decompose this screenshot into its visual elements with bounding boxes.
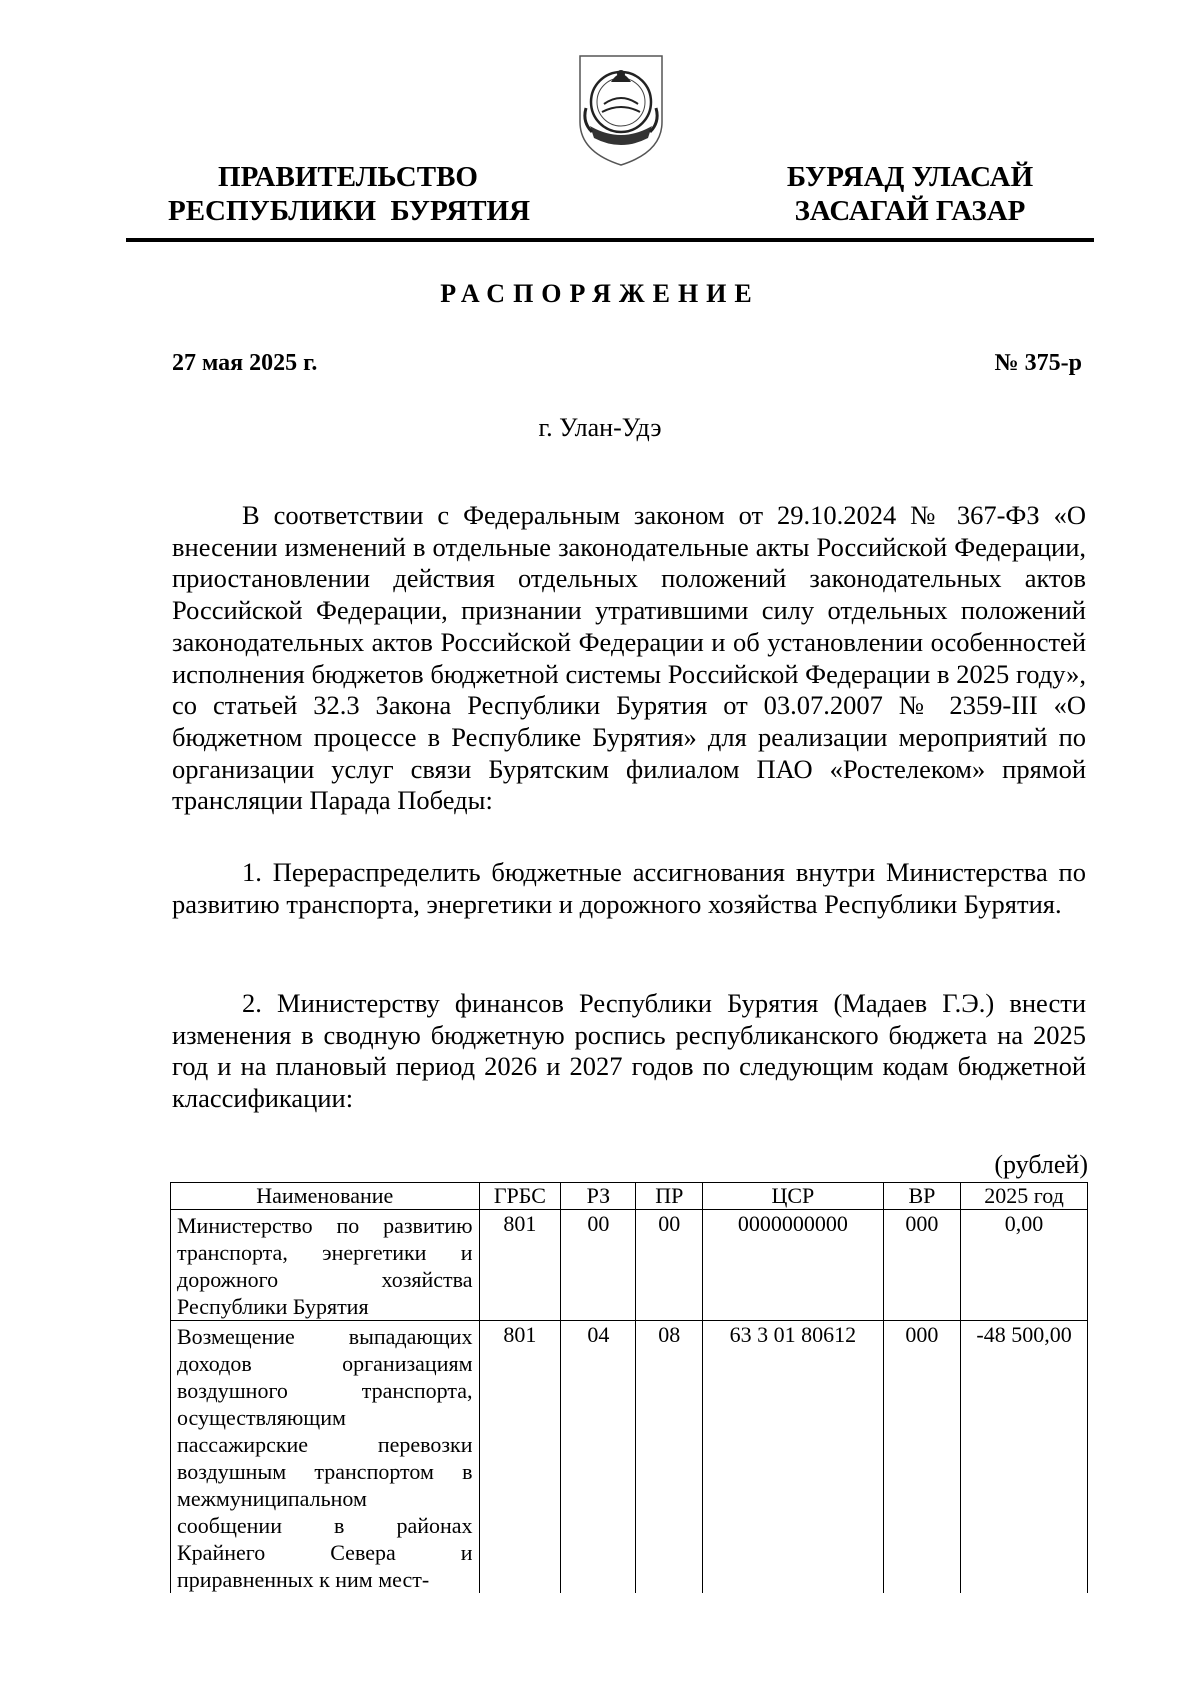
cell-amount: 0,00 <box>961 1210 1088 1321</box>
cell-csr: 0000000000 <box>703 1210 884 1321</box>
document-title: РАСПОРЯЖЕНИЕ <box>440 279 760 308</box>
paragraph-item-2: 2. Министерству финансов Республики Бурятия (Мадаев Г.Э.) внести изменения в сводную бюджетную роспись республиканского бюджета на 2025 год и на плановый период 2026 и 2027 годов по следующим кодам бюджетной классификации: <box>172 988 1086 1114</box>
cell-name: Возмещение выпадающих доходов организациям воздушного транспорта, осуществляющим пассажирские перевозки воздушным транспортом в межмуниципальном сообщении в районах Крайнего Севера и приравненных к ним мест- <box>171 1321 480 1594</box>
cell-grbs: 801 <box>479 1210 561 1321</box>
document-city: г. Улан-Удэ <box>538 413 662 442</box>
cell-vr: 000 <box>883 1210 960 1321</box>
col-header-rz: РЗ <box>561 1183 636 1210</box>
paragraph-item-1: 1. Перераспределить бюджетные ассигнования внутри Министерства по развитию транспорта, энергетики и дорожного хозяйства Республики Бурятия. <box>172 857 1086 919</box>
table-row <box>171 1321 1088 1594</box>
cell-amount: -48 500,00 <box>961 1321 1088 1594</box>
cell-grbs: 801 <box>479 1321 561 1594</box>
cell-rz: 00 <box>561 1210 636 1321</box>
cell-vr: 000 <box>883 1321 960 1594</box>
header-left <box>168 160 531 228</box>
document-date: 27 мая 2025 г. <box>172 350 318 376</box>
header-right-line2: ЗАСАГАЙ ГАЗАР <box>794 195 1026 227</box>
header-right-line1: БУРЯАД УЛАСАЙ <box>786 161 1034 193</box>
header-left-line2: РЕСПУБЛИКИ БУРЯТИЯ <box>168 195 531 227</box>
col-header-pr: ПР <box>636 1183 703 1210</box>
cell-rz: 04 <box>561 1321 636 1594</box>
cell-pr: 00 <box>636 1210 703 1321</box>
col-header-name: Наименование <box>171 1183 480 1210</box>
col-header-vr: ВР <box>883 1183 960 1210</box>
coat-of-arms-icon <box>576 52 666 168</box>
col-header-csr: ЦСР <box>703 1183 884 1210</box>
table-header-row <box>171 1183 1088 1210</box>
cell-name: Министерство по развитию транспорта, энергетики и дорожного хозяйства Республики Бурятия <box>171 1210 480 1321</box>
budget-classification-table <box>170 1182 1088 1593</box>
cell-pr: 08 <box>636 1321 703 1594</box>
col-header-grbs: ГРБС <box>479 1183 561 1210</box>
document-number: № 375-р <box>994 350 1082 376</box>
header-right <box>760 160 1060 228</box>
header-divider <box>126 238 1094 242</box>
paragraph-preamble: В соответствии с Федеральным законом от 29.10.2024 № 367-ФЗ «О внесении изменений в отдельные законодательные акты Российской Федерации, приостановлении действия отдельных положений законодательных актов Российской Федерации, признании утратившими силу отдельных положений законодательных актов Российской Федерации и об установлении особенностей исполнения бюджетов бюджетной системы Российской Федерации в 2025 году», со статьей 32.3 Закона Республики Бурятия от 03.07.2007 № 2359-III «О бюджетном процессе в Республике Бурятия» для реализации мероприятий по организации услуг связи Бурятским филиалом ПАО «Ростелеком» прямой трансляции Парада Победы: <box>172 500 1086 816</box>
table-unit-label: (рублей) <box>994 1150 1088 1179</box>
header-left-line1: ПРАВИТЕЛЬСТВО <box>218 161 478 193</box>
table-row <box>171 1210 1088 1321</box>
col-header-year: 2025 год <box>961 1183 1088 1210</box>
cell-csr: 63 3 01 80612 <box>703 1321 884 1594</box>
